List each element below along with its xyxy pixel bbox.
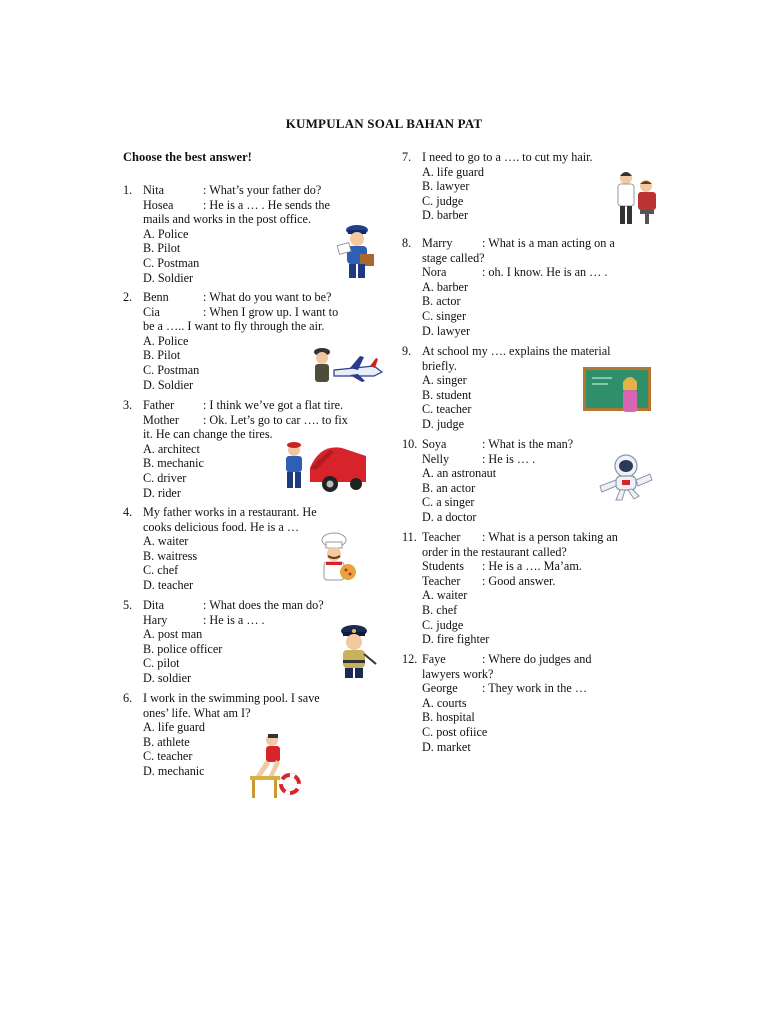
option-c: C. singer [422, 308, 467, 323]
speaker: Teacher [422, 530, 461, 544]
option-c: C. Postman [143, 362, 200, 377]
utterance: : I think we’ve got a flat tire. [203, 398, 344, 412]
question-text: At school my …. explains the material [422, 344, 611, 358]
question-text: order in the restaurant called? [422, 544, 567, 559]
option-b: B. mechanic [143, 456, 204, 471]
question-number: 8. [402, 236, 412, 250]
option-d: D. market [422, 739, 471, 754]
option-b: B. police officer [143, 641, 223, 656]
option-d: D. rider [143, 485, 181, 500]
question-text: lawyers work? [422, 666, 494, 681]
option-b: B. an actor [422, 480, 476, 495]
page-title: KUMPULAN SOAL BAHAN PAT [285, 116, 483, 131]
question-text: ones’ life. What am I? [143, 705, 251, 720]
question-text: stage called? [422, 250, 485, 265]
utterance: : They work in the … [482, 681, 588, 696]
option-a: A. singer [422, 373, 467, 388]
question-text: be a ….. I want to fly through the air. [143, 319, 325, 334]
utterance: : He is a … . [203, 612, 265, 627]
option-d: D. Soldier [143, 270, 194, 285]
teacher-illustration [582, 366, 652, 416]
option-a: A. waiter [143, 534, 189, 549]
question-number: 1. [123, 183, 133, 197]
option-a: A. Police [143, 333, 189, 348]
question-8 [402, 236, 652, 338]
speaker: Mother [143, 412, 179, 427]
option-a: A. Police [143, 226, 189, 241]
question-number: 3. [123, 398, 133, 412]
option-a: A. life guard [143, 720, 205, 735]
question-12 [402, 652, 652, 754]
question-number: 5. [123, 598, 133, 612]
mechanic-car-illustration [280, 440, 368, 494]
option-c: C. teacher [422, 402, 472, 417]
option-a: A. courts [422, 695, 467, 710]
question-11 [402, 530, 652, 647]
postman-illustration [330, 222, 382, 280]
chef-illustration [312, 532, 358, 586]
option-c: C. post ofiice [422, 724, 488, 739]
option-c: C. chef [143, 563, 179, 578]
speaker: Soya [422, 437, 447, 451]
speaker: Hosea [143, 197, 174, 212]
question-text: it. He can change the tires. [143, 427, 273, 442]
question-text: cooks delicious food. He is a … [143, 519, 300, 534]
option-b: B. lawyer [422, 179, 470, 194]
question-text: I need to go to a …. to cut my hair. [422, 150, 593, 164]
utterance: : Good answer. [482, 573, 556, 588]
astronaut-illustration [594, 452, 654, 502]
speaker: Father [143, 398, 175, 412]
speaker: Cia [143, 304, 160, 319]
utterance: : Where do judges and [482, 652, 592, 666]
question-text: My father works in a restaurant. He [143, 505, 317, 519]
option-b: B. actor [422, 294, 461, 309]
option-b: B. chef [422, 602, 458, 617]
utterance: : He is a …. Ma’am. [482, 559, 582, 574]
question-number: 4. [123, 505, 133, 519]
question-number: 2. [123, 290, 133, 304]
option-a: A. barber [422, 279, 469, 294]
utterance: : What’s your father do? [203, 183, 322, 197]
question-number: 12. [402, 652, 418, 666]
police-officer-illustration [332, 622, 380, 680]
option-b: B. athlete [143, 734, 190, 749]
option-d: D. Soldier [143, 377, 194, 392]
question-number: 6. [123, 691, 133, 705]
option-c: C. judge [422, 617, 464, 632]
option-b: B. Pilot [143, 348, 181, 363]
speaker: Nora [422, 265, 447, 280]
option-c: C. Postman [143, 255, 200, 270]
speaker: Faye [422, 652, 446, 666]
utterance: : He is a … . He sends the [203, 197, 330, 212]
speaker: Benn [143, 290, 169, 304]
option-b: B. Pilot [143, 241, 181, 256]
option-d: D. soldier [143, 670, 192, 685]
option-d: D. a doctor [422, 509, 477, 524]
utterance: : He is … . [482, 451, 536, 466]
question-number: 10. [402, 437, 418, 451]
question-text: mails and works in the post office. [143, 212, 312, 227]
utterance: : When I grow up. I want to [203, 304, 339, 319]
speaker: Students [422, 559, 464, 574]
speaker: Nelly [422, 451, 450, 466]
option-b: B. student [422, 387, 472, 402]
option-d: D. judge [422, 416, 464, 431]
option-c: C. a singer [422, 495, 475, 510]
speaker: Teacher [422, 573, 461, 588]
option-d: D. fire fighter [422, 632, 490, 647]
pilot-illustration [310, 346, 384, 386]
option-d: D. barber [422, 208, 469, 223]
utterance: : Ok. Let’s go to car …. to fix [203, 412, 348, 427]
question-number: 11. [402, 530, 417, 544]
option-a: A. life guard [422, 164, 484, 179]
utterance: : oh. I know. He is an … . [482, 265, 608, 280]
utterance: : What do you want to be? [203, 290, 332, 304]
lifeguard-illustration [246, 730, 302, 800]
utterance: : What is a person taking an [482, 530, 618, 544]
speaker: Marry [422, 236, 453, 250]
option-d: D. lawyer [422, 323, 471, 338]
option-d: D. teacher [143, 577, 194, 592]
speaker: Nita [143, 183, 164, 197]
option-a: A. architect [143, 441, 200, 456]
question-number: 7. [402, 150, 412, 164]
option-a: A. an astronaut [422, 466, 497, 481]
option-c: C. pilot [143, 656, 180, 671]
question-text: briefly. [422, 358, 457, 373]
utterance: : What is a man acting on a [482, 236, 615, 250]
question-text: I work in the swimming pool. I save [143, 691, 320, 705]
option-c: C. teacher [143, 749, 193, 764]
barber-illustration [612, 168, 660, 226]
option-a: A. post man [143, 627, 203, 642]
instruction: Choose the best answer! [123, 150, 252, 164]
utterance: : What is the man? [482, 437, 574, 451]
option-c: C. judge [422, 193, 464, 208]
speaker: Dita [143, 598, 164, 612]
question-number: 9. [402, 344, 412, 358]
option-d: D. mechanic [143, 763, 205, 778]
option-b: B. hospital [422, 710, 475, 725]
option-a: A. waiter [422, 588, 468, 603]
option-b: B. waitress [143, 548, 198, 563]
speaker: Hary [143, 612, 168, 627]
speaker: George [422, 681, 458, 696]
option-c: C. driver [143, 470, 187, 485]
utterance: : What does the man do? [203, 598, 324, 612]
